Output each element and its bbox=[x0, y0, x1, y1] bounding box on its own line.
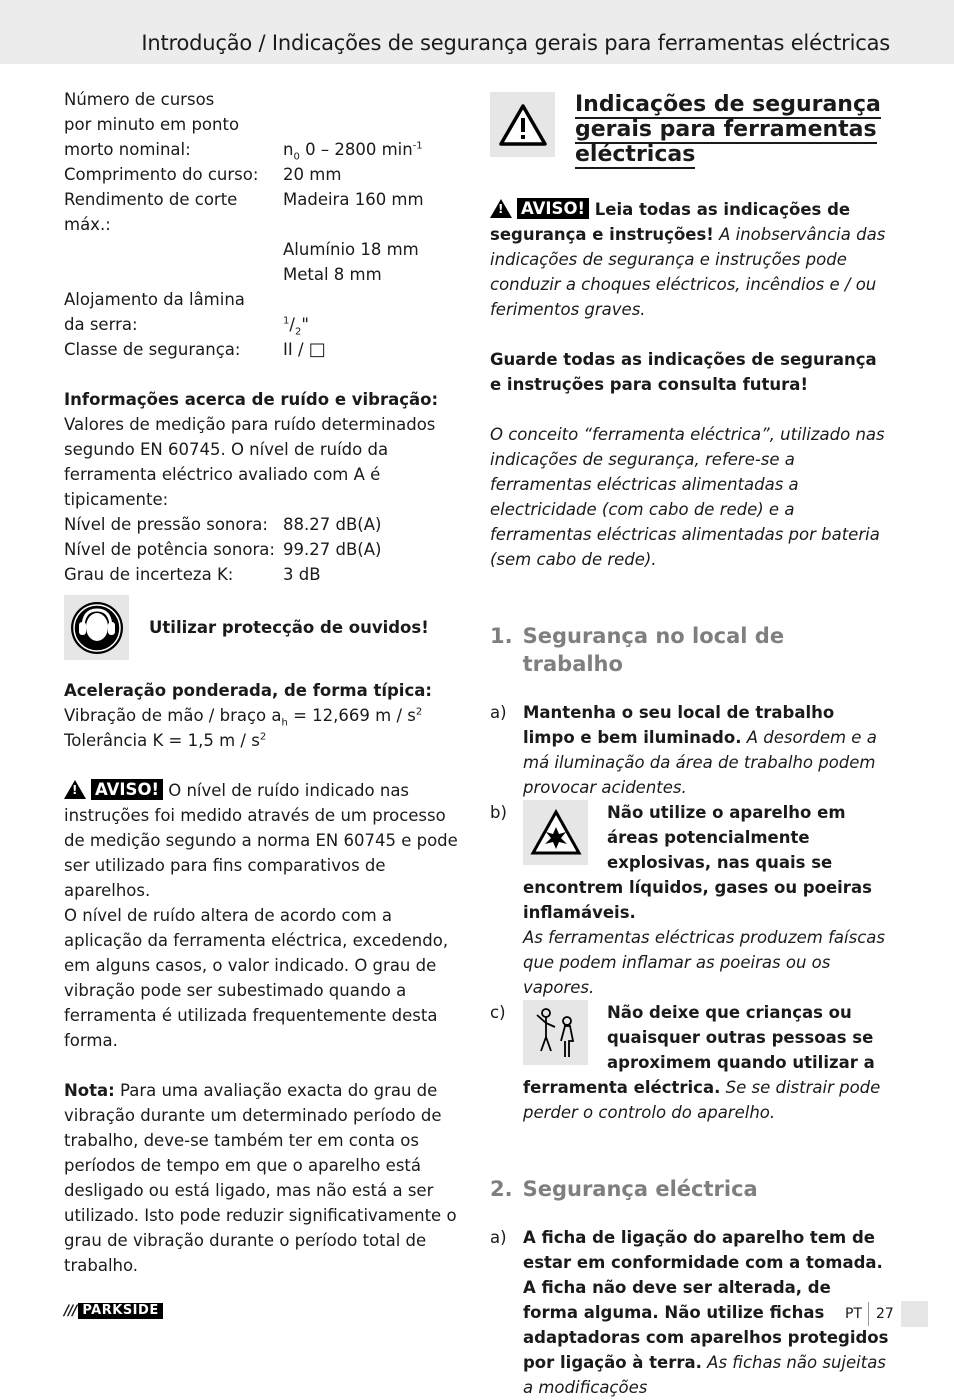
spec-label: por minuto em ponto bbox=[64, 115, 240, 134]
warning-triangle-icon bbox=[490, 199, 512, 218]
noise-value: 3 dB bbox=[283, 565, 321, 584]
spec-value-blade: $^1/_2$" bbox=[283, 315, 309, 338]
spec-label: da serra: bbox=[64, 315, 138, 334]
spec-value: Metal 8 mm bbox=[283, 265, 382, 284]
spec-label: Alojamento da lâmina bbox=[64, 290, 245, 309]
noise-value: 99.27 dB(A) bbox=[283, 540, 382, 559]
spec-label: Comprimento do curso: bbox=[64, 165, 259, 184]
spec-value: 20 mm bbox=[283, 165, 342, 184]
spec-value-strokes: $n_0$ 0 – 2800 $\min^{-1}$ bbox=[283, 140, 423, 163]
spec-value-class: II / □ bbox=[283, 339, 326, 360]
spec-label: Número de cursos bbox=[64, 90, 215, 109]
spec-label: Rendimento de corte máx.: bbox=[64, 190, 238, 234]
aviso-badge: AVISO! bbox=[91, 779, 163, 800]
parkside-logo: /// PARKSIDE bbox=[64, 1303, 163, 1319]
page-title: Introdução / Indicações de segurança gerais para ferramentas eléctricas bbox=[141, 31, 890, 55]
note-paragraph: Nota: Para uma avaliação exacta do grau de vibração durante um determinado período de trabalho, deve-se também ter em conta os períodos de tempo em que o aparelho está desligado ou está ligado, mas não está a ser utilizado. Isto pode reduzir significativamente o grau de vibração durante o período total de trabalho. bbox=[64, 1081, 457, 1275]
noise-label: Nível de pressão sonora: bbox=[64, 515, 268, 534]
right-column bbox=[490, 92, 890, 1400]
safety-warning: ! AVISO! Leia todas as indicações de segurança e instruções! A inobservância das indicações de segurança e instruções pode conduzir a choques eléctricos, incêndios e / ou ferimentos graves. bbox=[490, 197, 890, 322]
section-2-heading: 2. Segurança eléctrica bbox=[490, 1177, 758, 1201]
hearing-protection-icon bbox=[64, 595, 129, 660]
safety-title: Indicações de segurança gerais para ferramentas eléctricas bbox=[575, 92, 881, 167]
language-code: PT bbox=[845, 1306, 862, 1322]
page-number: 27 bbox=[876, 1306, 894, 1322]
list-item: a) A ficha de ligação do aparelho tem de estar em conformidade com a tomada. A ficha não deve ser alterada, de forma alguma. Não utilize fichas adaptadoras com aparelhos protegidos por ligação à terra. As fichas não sujeitas a modificações bbox=[490, 1228, 889, 1397]
list-item: b) Não utilize o aparelho em áreas potencialmente explosivas, nas quais se encontrem líquidos, gases ou poeiras inflamáveis. As ferramentas eléctricas produzem faíscas que podem inflamar as poeiras ou os vapores. bbox=[490, 800, 890, 1000]
safety-keep: Guarde todas as indicações de segurança e instruções para consulta futura! bbox=[490, 350, 877, 394]
spec-value: Madeira 160 mm bbox=[283, 190, 424, 209]
vibration-hand-arm: Vibração de mão / braço $a_h = 12,669$ m / $s^2$ bbox=[64, 706, 423, 729]
section-1-heading: 1. Segurança no local de trabalho bbox=[490, 624, 785, 676]
list-item: a) Mantenha o seu local de trabalho limpo e bem iluminado. A desordem e a má iluminação da área de trabalho podem provocar acidentes. bbox=[490, 703, 877, 797]
aviso-badge: AVISO! bbox=[517, 198, 589, 219]
safety-header bbox=[490, 92, 890, 167]
warning-triangle-icon bbox=[490, 92, 555, 157]
spec-label: Classe de segurança: bbox=[64, 340, 241, 359]
explosion-hazard-icon bbox=[523, 800, 588, 865]
noise-value: 88.27 dB(A) bbox=[283, 515, 382, 534]
left-column bbox=[64, 87, 464, 1278]
keep-children-away-icon bbox=[523, 1000, 588, 1065]
footer-tab bbox=[901, 1301, 928, 1327]
spec-table bbox=[64, 87, 464, 362]
noise-heading: Informações acerca de ruído e vibração: bbox=[64, 390, 439, 409]
warning-triangle-icon bbox=[64, 780, 86, 799]
warning-paragraph-1: ! AVISO! O nível de ruído indicado nas instruções foi medido através de um processo de medição segundo a norma EN 60745 e pode ser utilizado para fins comparativos de aparelhos. bbox=[64, 778, 464, 903]
vibration-tolerance: Tolerância K = 1,5 m / $s^2$ bbox=[64, 731, 267, 750]
warning-paragraph-2: O nível de ruído altera de acordo com a aplicação da ferramenta eléctrica, excedendo, em alguns casos, o valor indicado. O grau de vibração pode ser subestimado quando a ferramenta é utilizada frequentemente desta forma. bbox=[64, 906, 449, 1050]
noise-intro: Valores de medição para ruído determinados segundo EN 60745. O nível de ruído da ferramenta eléctrico avaliado com A é tipicamente: bbox=[64, 415, 436, 509]
safety-concept: O conceito “ferramenta eléctrica”, utilizado nas indicações de segurança, refere-se a ferramentas eléctricas alimentadas a electricidade (com cabo de rede) e a ferramentas eléctricas alimentadas por bateria (sem cabo de rede). bbox=[490, 425, 885, 569]
noise-label: Grau de incerteza K: bbox=[64, 565, 234, 584]
list-item: c) Não deixe que crianças ou quaisquer outras pessoas se aproximem quando utilizar a ferramenta eléctrica. Se se distrair pode perder o controlo do aparelho. bbox=[490, 1000, 890, 1125]
noise-label: Nível de potência sonora: bbox=[64, 540, 275, 559]
protection-class-ii-icon: □ bbox=[308, 339, 326, 360]
vibration-heading: Aceleração ponderada, de forma típica: bbox=[64, 681, 432, 700]
spec-label: morto nominal: bbox=[64, 140, 191, 159]
ear-protection-text: Utilizar protecção de ouvidos! bbox=[149, 618, 429, 637]
spec-value: Alumínio 18 mm bbox=[283, 240, 419, 259]
footer-divider bbox=[868, 1302, 869, 1326]
